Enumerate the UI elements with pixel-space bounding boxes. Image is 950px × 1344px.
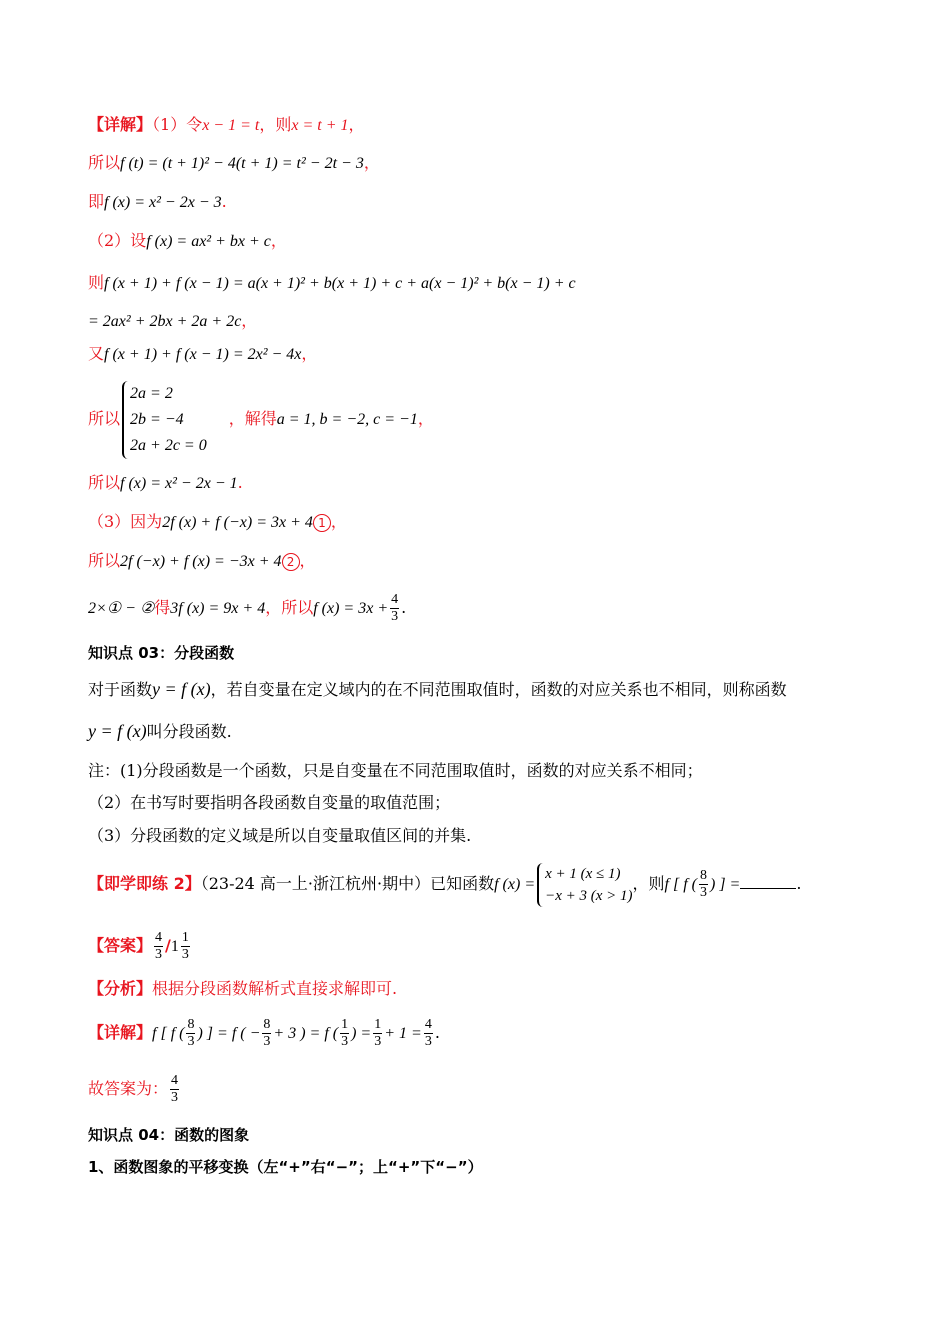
solution-line-4: （2）设f (x) = ax² + bx + c，	[88, 231, 287, 250]
solution-line-12: 2×① − ②得3f (x) = 9x + 4，所以f (x) = 3x + $\frac{4}{3}$ .	[88, 592, 407, 624]
section-heading-03: 知识点 03：分段函数	[88, 644, 235, 662]
fraction: $\frac{1}{3}$	[374, 1017, 382, 1049]
solution-line-2: 所以f (t) = (t + 1)² − 4(t + 1) = t² − 2t − 3，	[88, 153, 380, 172]
note-line-1: 注：(1)分段函数是一个函数，只是自变量在不同范围取值时，函数的对应关系不相同；	[88, 761, 703, 780]
subsection-heading: 1、函数图象的平移变换（左“+”右“−”；上“+”下“−”）	[88, 1158, 483, 1176]
equation-system: 2a = 2 2b = −4 2a + 2c = 0	[122, 381, 207, 459]
solution-line-6: = 2ax² + 2bx + 2a + 2c，	[88, 311, 258, 330]
paragraph-line-1: 对于函数y = f (x)，若自变量在定义域内的在不同范围取值时，函数的对应关系也不相同，则称函数	[88, 679, 787, 699]
final-answer-line: 故答案为： $\frac{4}{3}$	[88, 1073, 179, 1105]
solution-line-9: 所以f (x) = x² − 2x − 1.	[88, 473, 243, 492]
exercise-tag: 【即学即练 2】	[88, 874, 201, 893]
solution-line-11: 所以2f (−x) + f (x) = −3x + 4 2 ，	[88, 551, 316, 570]
solution-line-5: 则f (x + 1) + f (x − 1) = a(x + 1)² + b(x + 1) + c + a(x − 1)² + b(x − 1) + c	[88, 273, 576, 292]
note-line-3: （3）分段函数的定义域是所以自变量取值区间的并集.	[88, 826, 472, 845]
answer-blank	[740, 874, 796, 889]
paragraph-line-2: y = f (x)叫分段函数.	[88, 721, 232, 741]
fraction: $\frac{4}{3}$	[171, 1073, 179, 1105]
note-line-2: （2）在书写时要指明各段函数自变量的取值范围；	[88, 793, 451, 812]
analysis-line: 【分析】根据分段函数解析式直接求解即可.	[88, 979, 398, 998]
solution-line-8: 所以 2a = 2 2b = −4 2a + 2c = 0 ，解得a = 1, b = −2, c = −1，	[88, 380, 434, 458]
circled-two: 2	[282, 553, 300, 571]
fraction: $\frac{1}{3}$	[181, 930, 189, 962]
fraction: $\frac{8}{3}$	[187, 1017, 195, 1049]
exercise-line: 【即学即练 2】（23-24 高一上·浙江杭州·期中）已知函数f (x) = x + 1 (x ≤ 1) −x + 3 (x > 1) ，则f [ f ( $\frac{8}{3}$ ) ] = .	[88, 860, 801, 909]
detail-line: 【详解】f [ f ( $\frac{8}{3}$ ) ] = f ( − $\frac{8}{3}$ + 3 ) = f ( $\frac{1}{3}$ ) = $\frac{1}{3}$ + 1 = $\frac{4}{3}$ .	[88, 1017, 440, 1049]
section-heading-04: 知识点 04：函数的图象	[88, 1126, 250, 1144]
solution-line-1: 【详解】（1）令x − 1 = t，则x = t + 1，	[88, 115, 365, 134]
fraction: $\frac{4}{3}$	[424, 1017, 432, 1049]
detail-tag: 【详解】	[88, 115, 153, 134]
piecewise-definition: x + 1 (x ≤ 1) −x + 3 (x > 1)	[537, 863, 632, 907]
solution-line-3: 即f (x) = x² − 2x − 3.	[88, 192, 227, 211]
fraction: $\frac{4}{3}$	[391, 592, 399, 624]
detail-tag: 【详解】	[88, 1023, 153, 1042]
circled-one: 1	[313, 514, 331, 532]
fraction: $\frac{8}{3}$	[263, 1017, 271, 1049]
answer-tag: 【答案】	[88, 936, 153, 955]
solution-line-7: 又f (x + 1) + f (x − 1) = 2x² − 4x，	[88, 344, 318, 363]
solution-line-10: （3）因为2f (x) + f (−x) = 3x + 4 1 ，	[88, 512, 347, 531]
fraction: $\frac{8}{3}$	[700, 868, 707, 900]
fraction: $\frac{4}{3}$	[155, 930, 163, 962]
answer-line: 【答案】 $\frac{4}{3}$ /1 $\frac{1}{3}$	[88, 930, 189, 962]
analysis-tag: 【分析】	[88, 979, 153, 998]
fraction: $\frac{1}{3}$	[341, 1017, 349, 1049]
